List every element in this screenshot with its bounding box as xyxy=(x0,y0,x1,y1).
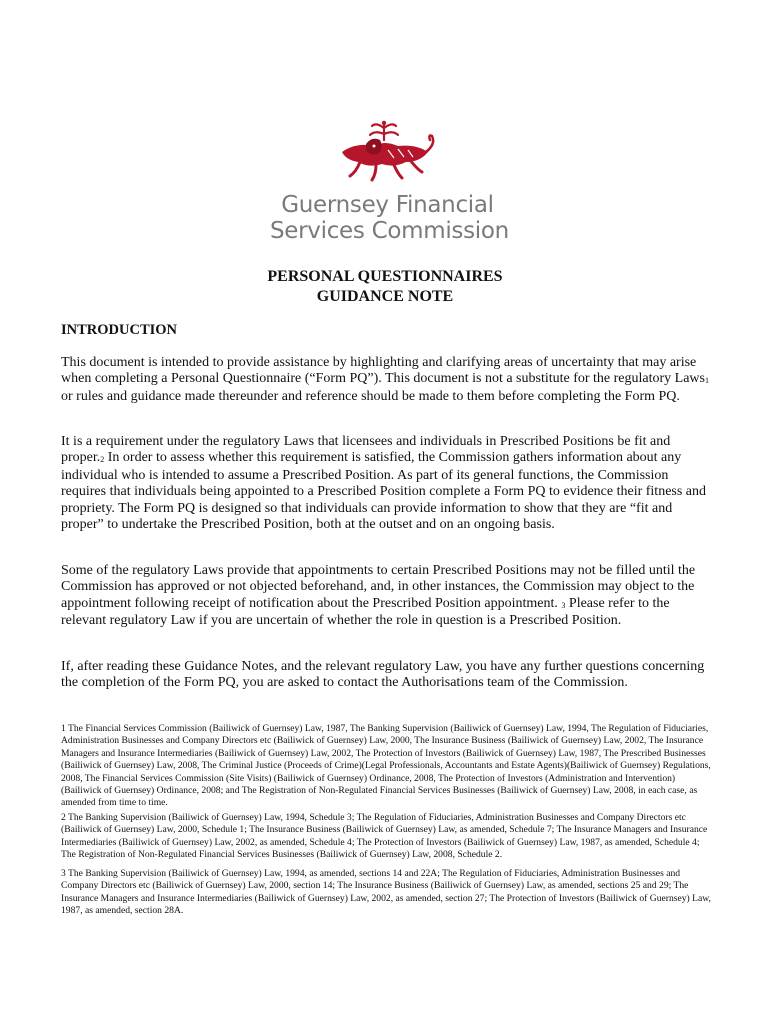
gfsc-logo xyxy=(270,118,509,246)
paragraph-2-text-b: In order to assess whether this requirement is satisfied, the Commission gathers information about any individual who is intended to assume a Prescribed Position. As part of its general functions, the Commission requires that individuals being appointed to a Prescribed Position complete a Form PQ to evidence their fitness and propriety. The Form PQ is designed so that individuals can provide information to show that they are “fit and proper” to undertake the Prescribed Position, both at the outset and on an ongoing basis. xyxy=(61,450,707,533)
footnote-2: 2 The Banking Supervision (Bailiwick of Guernsey) Law, 1994, Schedule 3; The Regulation of Fiduciaries, Administration Businesses and Company Directors etc (Bailiwick of Guernsey) Law, 2000, Schedule 1; The Insurance Business (Bailiwick of Guernsey) Law, as amended, Schedule 7; The Insurance Managers and Insurance Intermediaries (Bailiwick of Guernsey) Law, 2002, as amended, Schedule 4; The Protection of Investors (Bailiwick of Guernsey) Law, 1987, as amended, Schedule 4; The Registration of Non-Regulated Financial Services Businesses (Bailiwick of Guernsey) Law, 2008, Schedule 2. xyxy=(61,812,708,861)
document-title-line1: PERSONAL QUESTIONNAIRES xyxy=(267,268,503,285)
paragraph-1-text-b: or rules and guidance made thereunder and reference should be made to them before completing the Form PQ. xyxy=(61,388,680,404)
paragraph-4: If, after reading these Guidance Notes, and the relevant regulatory Law, you have any further questions concerning the completion of the Form PQ, you are asked to contact the Authorisations team of the Commission. xyxy=(61,659,705,691)
paragraph-2 xyxy=(61,434,713,533)
paragraph-1-text-a: This document is intended to provide assistance by highlighting and clarifying areas of uncertainty that may arise when completing a Personal Questionnaire (“Form PQ”). This document is not a substitute for the regulatory Laws xyxy=(61,355,705,387)
paragraph-3-text-a: Some of the regulatory Laws provide that appointments to certain Prescribed Positions may not be filled until the Commission has approved or not objected beforehand, and, in other instances, the Commission may object to the appointment following receipt of notification about the Prescribed Position appointment. xyxy=(61,563,696,611)
footnote-ref-3: 3 xyxy=(561,600,566,610)
footnote-3: 3 The Banking Supervision (Bailiwick of Guernsey) Law, 1994, as amended, sections 14 and 22A; The Regulation of Fiduciaries, Administration Businesses and Company Directors etc (Bailiwick of Guernsey) Law, 2000, section 14; The Insurance Business (Bailiwick of Guernsey) Law, as amended, sections 25 and 29; The Insurance Managers and Insurance Intermediaries (Bailiwick of Guernsey) Law, 2002, as amended, section 27; The Protection of Investors (Bailiwick of Guernsey) Law, 1987, as amended, section 28A. xyxy=(61,868,711,917)
footnote-1: 1 The Financial Services Commission (Bailiwick of Guernsey) Law, 1987, The Banking Supervision (Bailiwick of Guernsey) Law, 1994, The Regulation of Fiduciaries, Administration Businesses and Company Directors etc (Bailiwick of Guernsey) Law, 2000, The Insurance Business (Bailiwick of Guernsey) Law, 2002, The Insurance Managers and Insurance Intermediaries (Bailiwick of Guernsey) Law, 2002, The Protection of Investors (Bailiwick of Guernsey) Law, 1987, The Prescribed Businesses (Bailiwick of Guernsey) Law, 2008, The Criminal Justice (Proceeds of Crime)(Legal Professionals, Accountants and Estate Agents)(Bailiwick of Guernsey) Regulations, 2008, The Financial Services Commission (Site Visits) (Bailiwick of Guernsey) Ordinance, 2008, The Protection of Investors (Administration and Intervention) (Bailiwick of Guernsey) Ordinance, 2008; and The Registration of Non-Regulated Financial Services Businesses (Bailiwick of Guernsey) Law, 2008, in each case, as amended from time to time. xyxy=(61,723,711,809)
paragraph-1 xyxy=(61,355,713,405)
lion-crest-icon xyxy=(328,118,440,188)
logo-text-line2: Services Commission xyxy=(270,218,509,244)
paragraph-3-text-b: Please refer to the relevant regulatory Law if you are uncertain of whether the role in question is a Prescribed Position. xyxy=(61,595,670,629)
document-title-line2: GUIDANCE NOTE xyxy=(316,288,454,305)
paragraph-3 xyxy=(61,563,713,630)
paragraph-2-text-a: It is a requirement under the regulatory Laws that licensees and individuals in Prescribed Positions be fit and proper. xyxy=(61,434,671,466)
section-heading-introduction: INTRODUCTION xyxy=(61,322,178,338)
footnote-ref-2: 2 xyxy=(100,455,105,465)
logo-text-line1: Guernsey Financial xyxy=(281,192,494,218)
footnote-ref-1: 1 xyxy=(705,376,709,386)
